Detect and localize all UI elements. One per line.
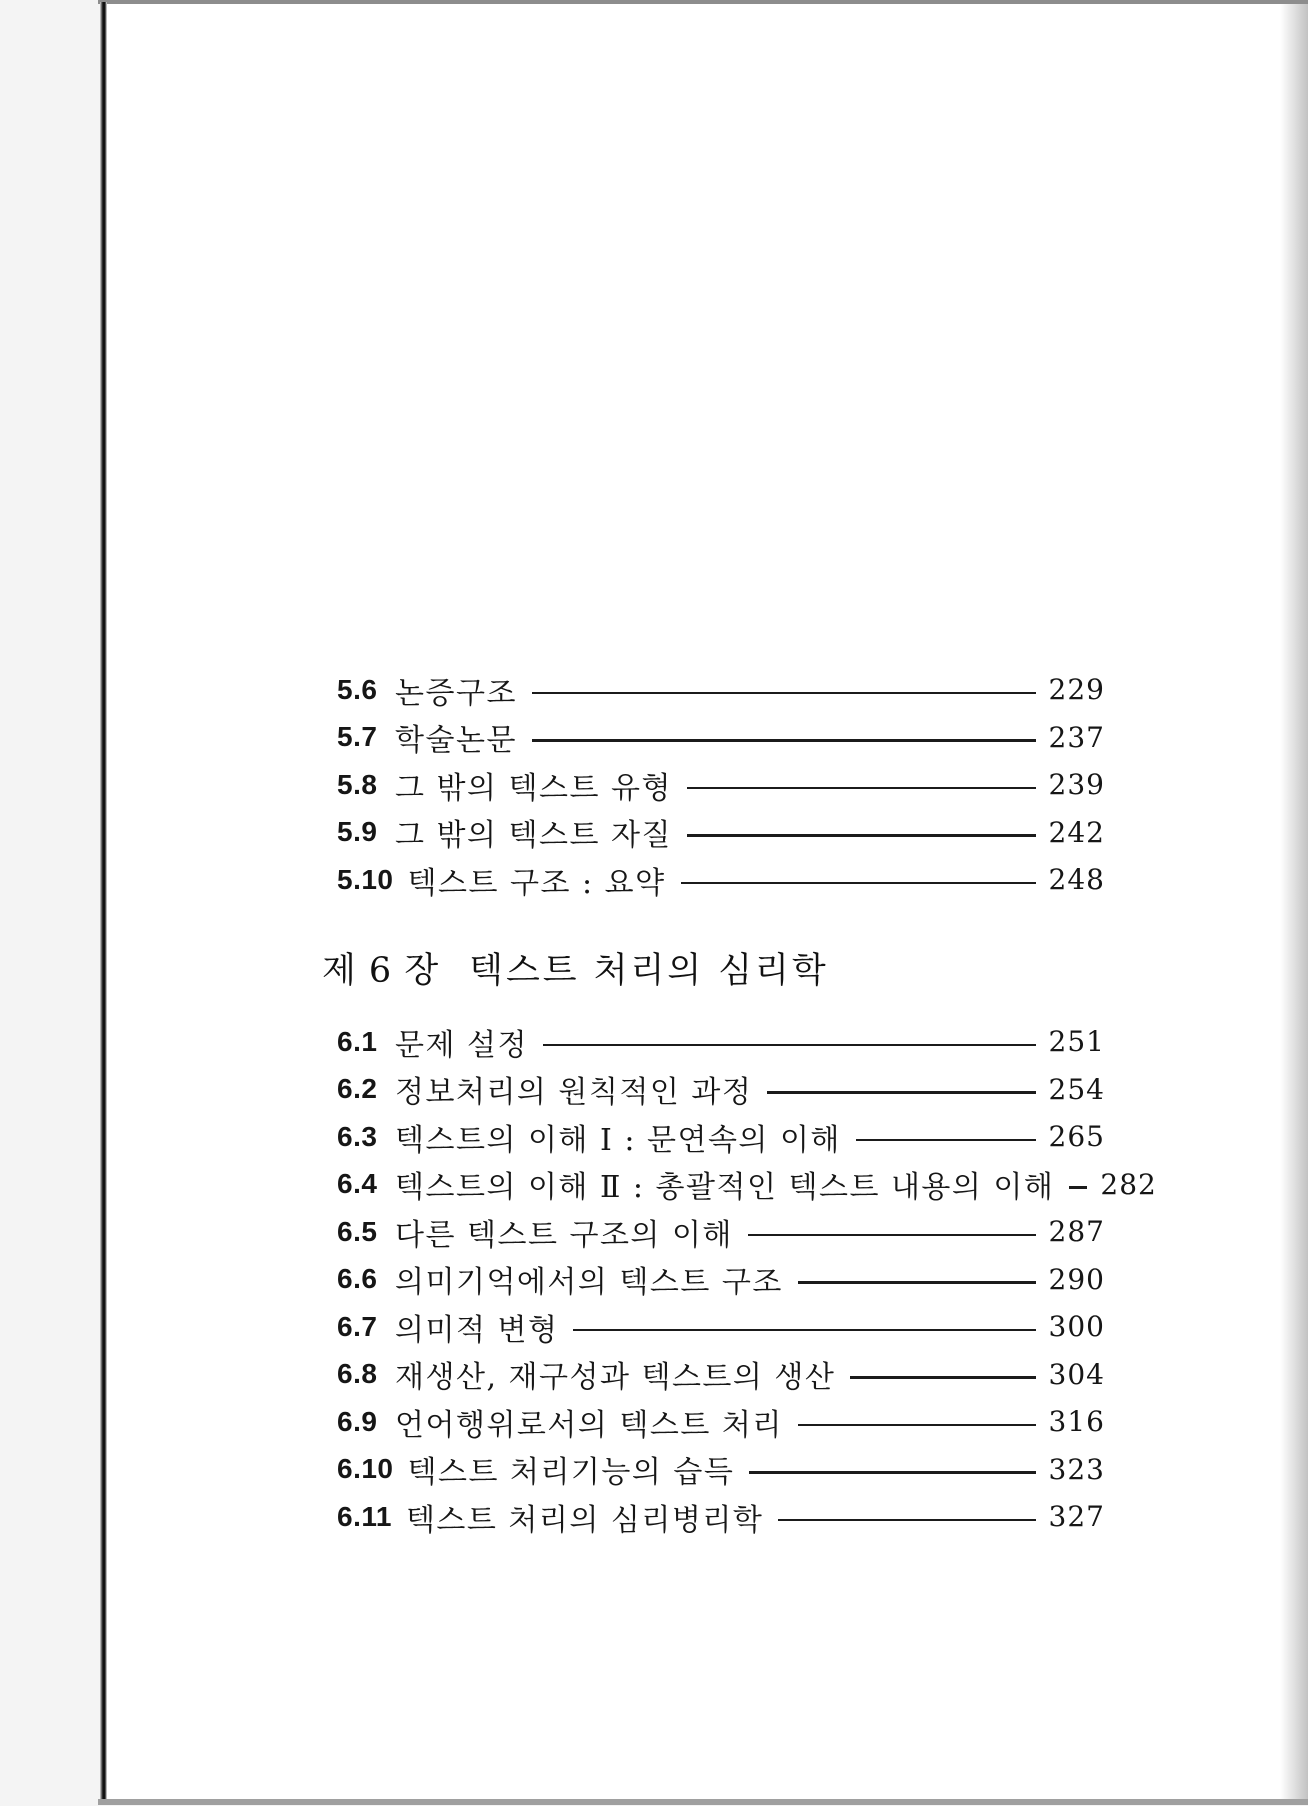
leader-line (778, 1519, 1035, 1522)
section-number: 5.8 (337, 768, 378, 800)
section-number: 6.6 (337, 1263, 378, 1295)
section-number: 6.8 (337, 1358, 378, 1390)
section-title: 그 밖의 텍스트 자질 (395, 818, 672, 854)
section-title: 학술논문 (395, 723, 517, 759)
toc-row (337, 1398, 1105, 1446)
section-number: 5.9 (337, 816, 378, 848)
toc-row (337, 856, 1105, 904)
toc-row (337, 1446, 1105, 1494)
toc-row (337, 761, 1105, 809)
leader-line (681, 882, 1036, 885)
section-title: 텍스트 구조 : 요약 (407, 865, 666, 901)
section-title: 논증구조 (395, 675, 517, 711)
section-title: 텍스트 처리기능의 습득 (407, 1455, 735, 1491)
toc-list-chapter6 (337, 1018, 1157, 1541)
leader-line (749, 1471, 1035, 1474)
page-number: 282 (1100, 1167, 1157, 1201)
chapter-label: 제 6 장 (322, 951, 440, 991)
leader-line (748, 1234, 1036, 1237)
section-title: 문제 설정 (395, 1027, 528, 1063)
page-number: 316 (1048, 1405, 1105, 1439)
toc-list-chapter5 (337, 666, 1105, 904)
page-number: 327 (1048, 1500, 1105, 1534)
page-bottom-edge (98, 1799, 1308, 1805)
page-number: 254 (1048, 1072, 1105, 1106)
leader-line (1069, 1186, 1087, 1189)
toc-row (337, 1066, 1105, 1114)
section-title: 의미적 변형 (395, 1312, 559, 1348)
section-title: 텍스트 처리의 심리병리학 (405, 1502, 764, 1538)
chapter-title: 텍스트 처리의 심리학 (469, 951, 829, 991)
leader-line (687, 787, 1036, 790)
leader-line (532, 739, 1036, 742)
toc-row (337, 1303, 1105, 1351)
page-number: 237 (1048, 720, 1105, 754)
toc-row (337, 1493, 1105, 1541)
section-number: 6.9 (337, 1405, 378, 1437)
section-title: 텍스트의 이해 Ⅱ : 총괄적인 텍스트 내용의 이해 (395, 1170, 1055, 1206)
page-number: 304 (1048, 1357, 1105, 1391)
page-number: 248 (1048, 863, 1105, 897)
section-number: 6.10 (337, 1453, 394, 1485)
section-title: 그 밖의 텍스트 유형 (395, 770, 672, 806)
page-number: 265 (1048, 1120, 1105, 1154)
section-number: 5.6 (337, 673, 378, 705)
book-spine-edge (100, 2, 107, 1803)
section-number: 6.5 (337, 1215, 378, 1247)
leader-line (532, 692, 1036, 695)
leader-line (856, 1139, 1036, 1142)
section-number: 6.11 (337, 1500, 392, 1532)
page-number: 300 (1048, 1310, 1105, 1344)
toc-row (337, 1256, 1105, 1304)
page-number: 251 (1048, 1025, 1105, 1059)
section-title: 재생산, 재구성과 텍스트의 생산 (395, 1360, 836, 1396)
leader-line (573, 1329, 1035, 1332)
page-number: 239 (1048, 768, 1105, 802)
page-number: 242 (1048, 815, 1105, 849)
page-right-edge-shadow (1280, 4, 1308, 1799)
toc-row (337, 1018, 1105, 1066)
toc-row (337, 809, 1105, 857)
toc-row (337, 1351, 1105, 1399)
toc-row (337, 666, 1105, 714)
page-number: 323 (1048, 1452, 1105, 1486)
page-number: 290 (1048, 1262, 1105, 1296)
section-number: 5.7 (337, 721, 378, 753)
leader-line (687, 834, 1036, 837)
leader-line (798, 1424, 1036, 1427)
section-number: 6.7 (337, 1310, 378, 1342)
page-number: 229 (1048, 673, 1105, 707)
section-title: 정보처리의 원칙적인 과정 (395, 1075, 753, 1111)
section-title: 텍스트의 이해 Ⅰ : 문연속의 이해 (395, 1122, 841, 1158)
chapter-heading (322, 946, 829, 996)
section-number: 6.1 (337, 1025, 378, 1057)
page-number: 287 (1048, 1215, 1105, 1249)
section-number: 5.10 (337, 863, 394, 895)
section-title: 의미기억에서의 텍스트 구조 (395, 1265, 783, 1301)
section-number: 6.2 (337, 1073, 378, 1105)
toc-row (337, 1208, 1105, 1256)
section-number: 6.4 (337, 1168, 378, 1200)
leader-line (850, 1376, 1035, 1379)
leader-line (767, 1091, 1035, 1094)
section-title: 다른 텍스트 구조의 이해 (395, 1217, 733, 1253)
section-title: 언어행위로서의 텍스트 처리 (395, 1407, 783, 1443)
leader-line (543, 1044, 1036, 1047)
toc-row (337, 1113, 1105, 1161)
leader-line (798, 1281, 1036, 1284)
toc-row (337, 1161, 1157, 1209)
section-number: 6.3 (337, 1120, 378, 1152)
toc-row (337, 714, 1105, 762)
